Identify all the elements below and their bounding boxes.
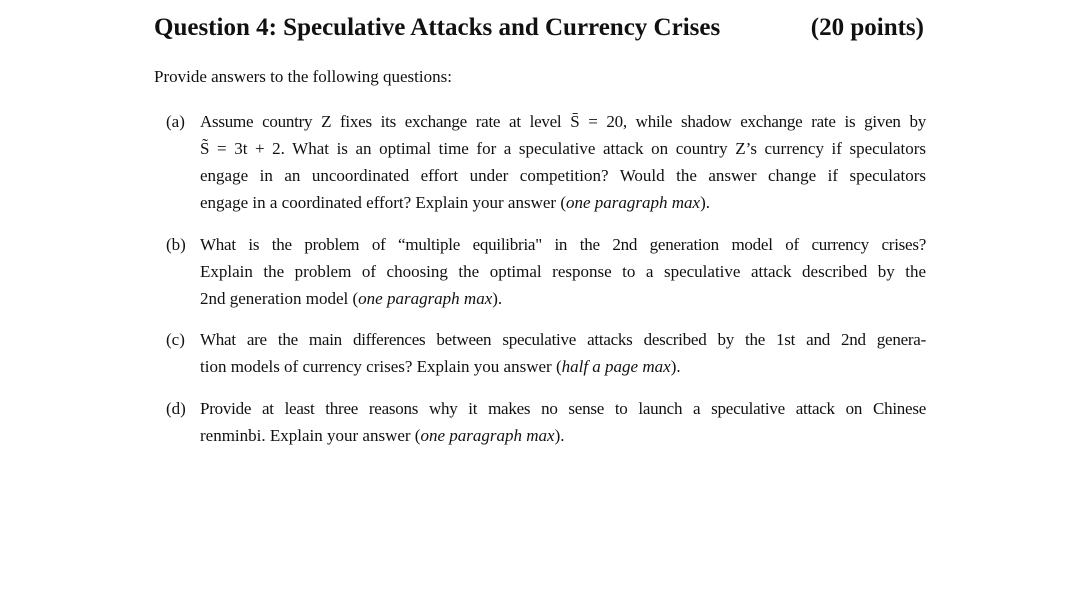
text-line: What is the problem of “multiple equilibria" in the 2nd generation model of currency crises? [200, 235, 926, 254]
question-heading [154, 12, 926, 44]
question-item-c [166, 326, 926, 380]
text-line: What are the main differences between speculative attacks described by the 1st and 2nd genera- [200, 330, 926, 349]
text-line-last [200, 285, 926, 312]
emphasis-text: one paragraph max [565, 193, 701, 212]
question-item-d [166, 395, 926, 449]
text-line-last [200, 189, 926, 216]
text-line: Provide at least three reasons why it makes no sense to launch a speculative attack on Chinese [200, 399, 926, 418]
item-marker: (a) [166, 112, 185, 131]
text-segment: ). [700, 193, 711, 212]
text-line-last [200, 353, 926, 380]
text-segment: 2nd generation model ( [200, 289, 359, 308]
text-segment: ). [492, 289, 503, 308]
item-text [200, 395, 926, 449]
question-points: (20 points) [810, 14, 924, 41]
text-line-last [200, 422, 926, 449]
item-text [200, 231, 926, 312]
item-marker: (c) [166, 330, 185, 349]
text-segment: tion models of currency crises? Explain you answer ( [200, 357, 562, 376]
question-title: Question 4: Speculative Attacks and Currency Crises [154, 14, 721, 41]
item-text [200, 326, 926, 380]
emphasis-text: one paragraph max [420, 426, 555, 445]
emphasis-text: half a page max [561, 357, 671, 376]
text-line: Explain the problem of choosing the optimal response to a speculative attack described by the [200, 262, 926, 281]
item-marker: (b) [166, 235, 186, 254]
text-segment: ). [554, 426, 565, 445]
item-text [200, 108, 926, 216]
text-line: Assume country Z fixes its exchange rate at level S̄ = 20, while shadow exchange rate is given by [200, 112, 926, 131]
text-segment: renminbi. Explain your answer ( [200, 426, 421, 445]
question-item-b [166, 231, 926, 312]
item-marker: (d) [166, 399, 186, 418]
emphasis-text: one paragraph max [358, 289, 493, 308]
instructions-text: Provide answers to the following questions: [154, 67, 452, 86]
text-line: S̃ = 3t + 2. What is an optimal time for a speculative attack on country Z’s currency if speculators [200, 139, 926, 158]
question-item-a [166, 108, 926, 216]
text-line: engage in an uncoordinated effort under competition? Would the answer change if speculators [200, 166, 926, 185]
text-segment: ). [670, 357, 681, 376]
text-segment: engage in a coordinated effort? Explain your answer ( [200, 193, 566, 212]
